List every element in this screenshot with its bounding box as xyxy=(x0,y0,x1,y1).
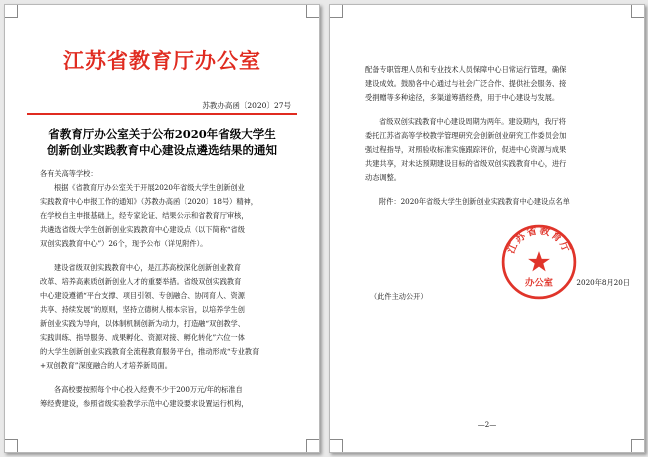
body-line: 的大学生创新创业实践教育全流程教育服务平台，推动形成“专业教育 xyxy=(40,347,260,356)
document-number: 苏教办高函〔2020〕27号 xyxy=(202,101,291,110)
crop-mark xyxy=(631,439,644,452)
attachment-line: 附件：2020年省级大学生创新创业实践教育中心建设点名单 xyxy=(379,197,570,206)
crop-mark xyxy=(330,439,343,452)
body-line: 中心建设遵循“平台支撑、项目引领、专创融合、协同育人、资源 xyxy=(40,291,245,300)
body-line: 共遴选省级大学生创新创业实践教育中心建设点（以下简称“省级 xyxy=(40,225,245,234)
body-line: 配备专职管理人员和专业技术人员保障中心日常运行管理，确保 xyxy=(365,65,567,74)
salutation: 各有关高等学校： xyxy=(40,169,98,178)
seal-center-text: 办公室 xyxy=(524,277,554,289)
body-line: 筹经费建设，参照省级实验教学示范中心建设要求设置运行机构， xyxy=(40,399,249,408)
seal-ring-text: 江苏省教育厅 xyxy=(505,225,573,256)
public-note: （此件主动公开） xyxy=(370,292,428,301)
document-title xyxy=(15,126,309,158)
signature-date-block xyxy=(330,276,630,290)
body-line: 建设成效。鼓励各中心通过与社会广泛合作、提供社会服务、接 xyxy=(365,79,567,88)
body-line: 委托江苏省高等学校教学管理研究会创新创业研究工作委员会加 xyxy=(365,131,567,140)
document-page-2 xyxy=(329,4,645,453)
body-line: 改革、培养高素质创新创业人才的重要举措。省级双创实践教育 xyxy=(40,277,242,286)
document-date: 2020年8月20日 xyxy=(576,278,630,287)
body-line: 实践教育中心申报工作的通知》（苏教办高函〔2020〕18号）精神， xyxy=(40,197,258,206)
body-line: 建设省级双创实践教育中心，是江苏高校深化创新创业教育 xyxy=(54,263,241,272)
body-line: 共享、持续发展”的原则，坚持立德树人根本宗旨，以培养学生创 xyxy=(40,305,245,314)
title-line: 创新创业实践教育中心建设点遴选结果的通知 xyxy=(47,143,277,157)
crop-mark xyxy=(5,5,18,18)
crop-mark xyxy=(631,5,644,18)
red-divider-line xyxy=(27,113,297,115)
org-header: 江苏省教育厅办公室 xyxy=(63,48,261,73)
crop-mark xyxy=(330,5,343,18)
document-page-1 xyxy=(4,4,320,453)
body-line: +双创教育”深度融合的人才培养新局面。 xyxy=(40,361,172,370)
body-line: 双创实践教育中心”）26个，现予公布（详见附件）。 xyxy=(40,239,208,248)
page-number: —2— xyxy=(477,421,497,429)
star-icon xyxy=(528,251,550,271)
crop-mark xyxy=(306,5,319,18)
crop-mark xyxy=(306,439,319,452)
body-line: 实践训练、指导服务、成果孵化、资源对接、孵化转化”六位一体 xyxy=(40,333,245,342)
body-line: 强过程指导，对照验收标准实施跟踪评价，促进中心资源与成果 xyxy=(365,145,567,154)
title-line: 省教育厅办公室关于公布2020年省级大学生 xyxy=(48,127,276,141)
page2-body xyxy=(365,63,613,209)
body-line: 受捐赠等多种途径，多渠道筹措经费，用于中心建设与发展。 xyxy=(365,93,560,102)
body-line: 在学校自主申报基础上，经专家论证、结果公示和省教育厅审核， xyxy=(40,211,249,220)
crop-mark xyxy=(5,439,18,452)
page1-body xyxy=(40,167,288,411)
body-line: 根据《省教育厅办公室关于开展2020年省级大学生创新创业 xyxy=(54,183,245,192)
body-line: 新创业实践为导向，以体制机制创新为动力，打造融“双创教学、 xyxy=(40,319,245,328)
body-line: 各高校要按照每个中心投入经费不少于200万元/年的标准自 xyxy=(54,385,243,394)
body-line: 共建共享，对未达预期建设目标的省级双创实践教育中心，进行 xyxy=(365,159,567,168)
body-line: 动态调整。 xyxy=(365,173,401,182)
body-line: 省级双创实践教育中心建设周期为两年。建设期内，我厅将 xyxy=(379,117,566,126)
public-note-block xyxy=(370,290,618,304)
